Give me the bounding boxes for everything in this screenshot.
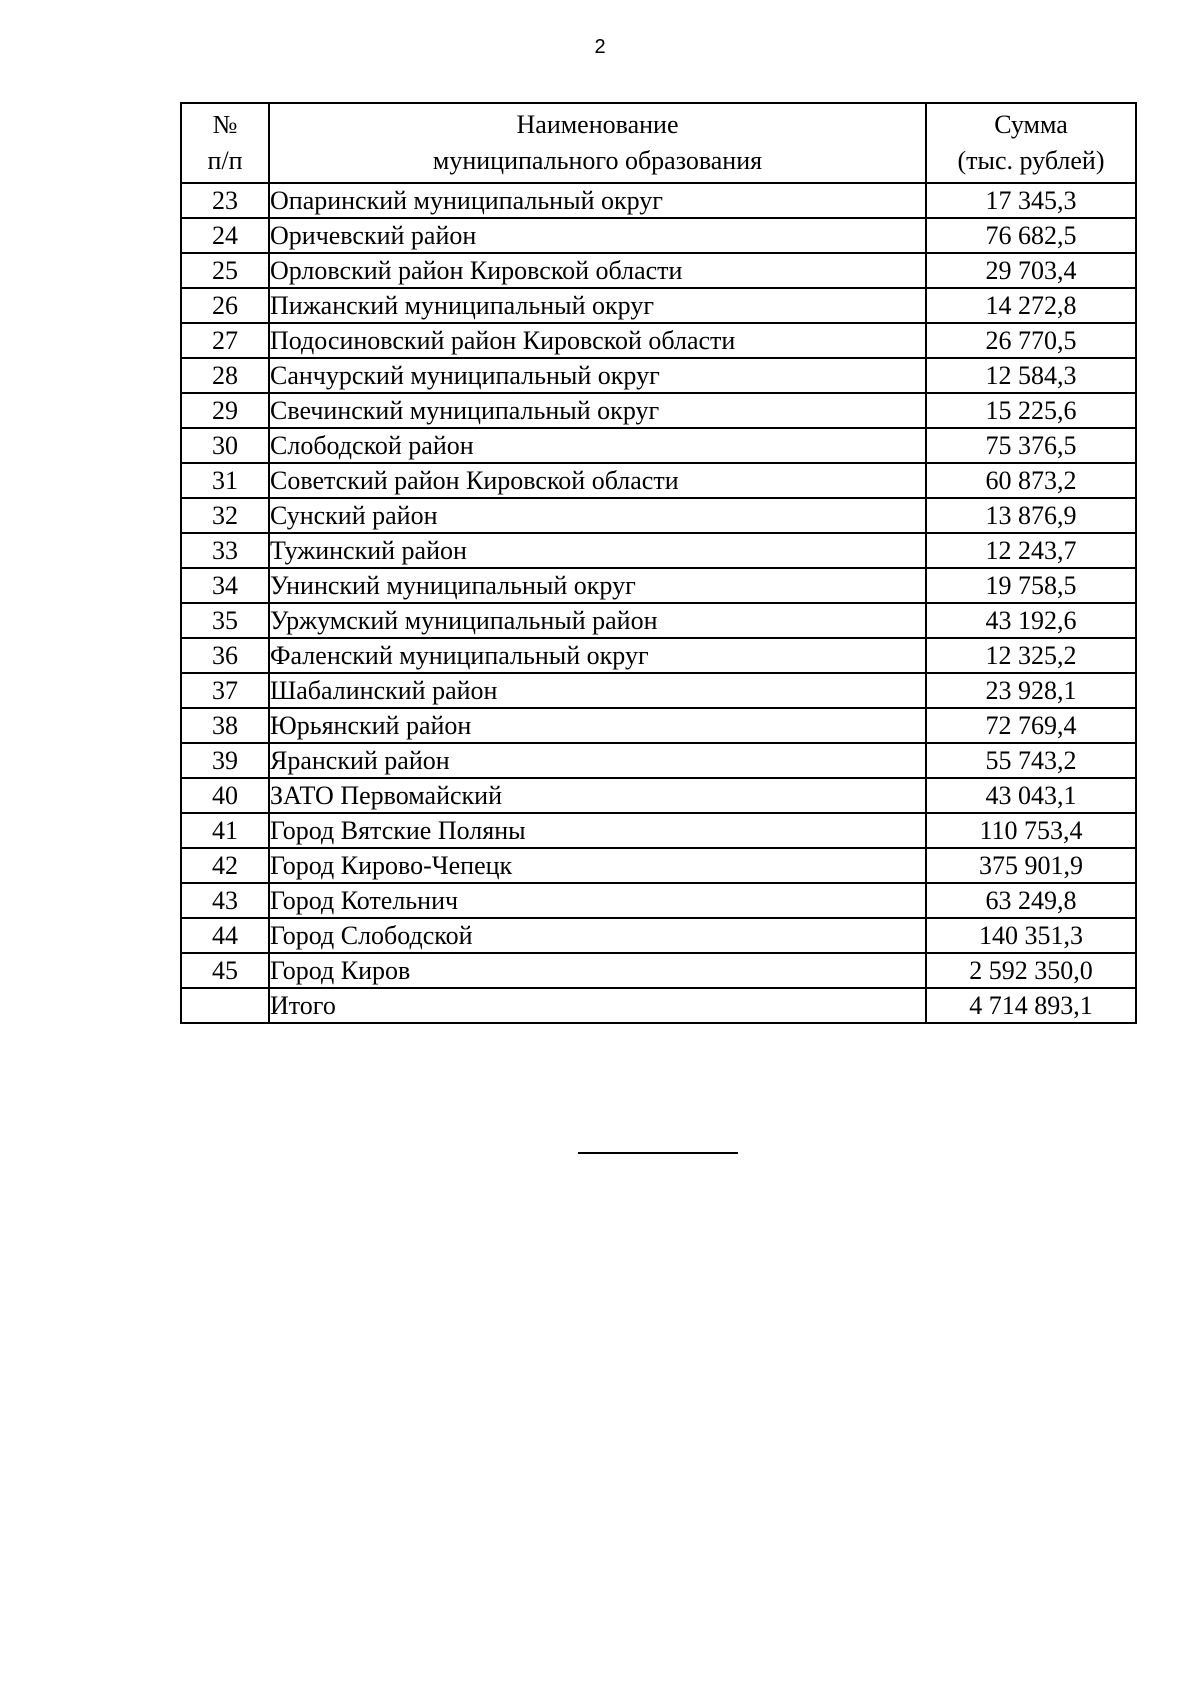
row-number: 31 [181,463,269,498]
municipality-name: Город Кирово-Чепецк [269,848,926,883]
row-number: 42 [181,848,269,883]
amount: 43 192,6 [926,603,1136,638]
row-number: 26 [181,288,269,323]
municipality-name: Унинский муниципальный округ [269,568,926,603]
municipality-name: Пижанский муниципальный округ [269,288,926,323]
amount: 12 584,3 [926,358,1136,393]
header-name [269,103,926,183]
table-row [181,288,1136,323]
amount: 60 873,2 [926,463,1136,498]
table-row [181,253,1136,288]
table-row [181,778,1136,813]
row-number: 33 [181,533,269,568]
municipality-name: Опаринский муниципальный округ [269,183,926,218]
municipality-name: Юрьянский район [269,708,926,743]
municipality-name: Слободской район [269,428,926,463]
table-row [181,918,1136,953]
municipality-name: Орловский район Кировской области [269,253,926,288]
table-row [181,428,1136,463]
municipality-name: Яранский район [269,743,926,778]
municipality-name: Город Киров [269,953,926,988]
row-number: 25 [181,253,269,288]
table-row [181,358,1136,393]
row-number: 39 [181,743,269,778]
header-sum-line-2: (тыс. рублей) [957,146,1105,175]
table-row [181,883,1136,918]
amount: 13 876,9 [926,498,1136,533]
municipality-name: Фаленский муниципальный округ [269,638,926,673]
amount: 72 769,4 [926,708,1136,743]
table-footer [181,988,1136,1023]
table-row [181,498,1136,533]
municipality-name: Уржумский муниципальный район [269,603,926,638]
table-row [181,953,1136,988]
header-number [181,103,269,183]
row-number: 40 [181,778,269,813]
municipality-name: Город Вятские Поляны [269,813,926,848]
row-number: 28 [181,358,269,393]
municipality-name: Город Слободской [269,918,926,953]
row-number: 32 [181,498,269,533]
amount: 15 225,6 [926,393,1136,428]
municipality-name: Сунский район [269,498,926,533]
municipality-name: Оричевский район [269,218,926,253]
amount: 12 243,7 [926,533,1136,568]
row-number: 41 [181,813,269,848]
row-number: 44 [181,918,269,953]
amount: 140 351,3 [926,918,1136,953]
amount: 110 753,4 [926,813,1136,848]
amount: 375 901,9 [926,848,1136,883]
municipality-name: Свечинский муниципальный округ [269,393,926,428]
row-number: 23 [181,183,269,218]
table-header [181,103,1136,183]
header-name-line-2: муниципального образования [432,146,763,175]
amount: 14 272,8 [926,288,1136,323]
table-row [181,323,1136,358]
total-label: Итого [269,988,926,1023]
total-sum: 4 714 893,1 [926,988,1136,1023]
row-number: 27 [181,323,269,358]
row-number: 34 [181,568,269,603]
amount: 2 592 350,0 [926,953,1136,988]
row-number: 45 [181,953,269,988]
table-row [181,568,1136,603]
header-sum [926,103,1136,183]
table-row [181,533,1136,568]
row-number: 37 [181,673,269,708]
row-number: 29 [181,393,269,428]
header-number-line-2: п/п [207,146,243,175]
end-divider [578,1152,738,1154]
table-row [181,183,1136,218]
header-number-line-1: № [212,110,238,139]
amount: 43 043,1 [926,778,1136,813]
municipality-name: Шабалинский район [269,673,926,708]
total-row [181,988,1136,1023]
header-sum-line-1: Сумма [994,110,1068,139]
table-row [181,393,1136,428]
municipality-name: Город Котельнич [269,883,926,918]
table-row [181,603,1136,638]
table-row [181,218,1136,253]
row-number: 43 [181,883,269,918]
header-row [181,103,1136,183]
amount: 75 376,5 [926,428,1136,463]
amount: 63 249,8 [926,883,1136,918]
row-number: 38 [181,708,269,743]
table-row [181,673,1136,708]
amount: 29 703,4 [926,253,1136,288]
table-row [181,708,1136,743]
header-name-line-1: Наименование [516,110,679,139]
table-row [181,848,1136,883]
row-number: 24 [181,218,269,253]
municipality-name: Советский район Кировской области [269,463,926,498]
amount: 23 928,1 [926,673,1136,708]
amount: 12 325,2 [926,638,1136,673]
table-row [181,813,1136,848]
page-number: 2 [594,36,606,58]
table-row [181,638,1136,673]
table-row [181,463,1136,498]
municipality-name: Подосиновский район Кировской области [269,323,926,358]
row-number: 36 [181,638,269,673]
amount: 55 743,2 [926,743,1136,778]
amount: 76 682,5 [926,218,1136,253]
row-number: 30 [181,428,269,463]
table-body [181,183,1136,988]
total-number-cell [181,988,269,1023]
amount: 26 770,5 [926,323,1136,358]
row-number: 35 [181,603,269,638]
municipality-name: Тужинский район [269,533,926,568]
municipality-name: Санчурский муниципальный округ [269,358,926,393]
funding-table [180,102,1137,1024]
table-row [181,743,1136,778]
amount: 19 758,5 [926,568,1136,603]
municipality-name: ЗАТО Первомайский [269,778,926,813]
amount: 17 345,3 [926,183,1136,218]
